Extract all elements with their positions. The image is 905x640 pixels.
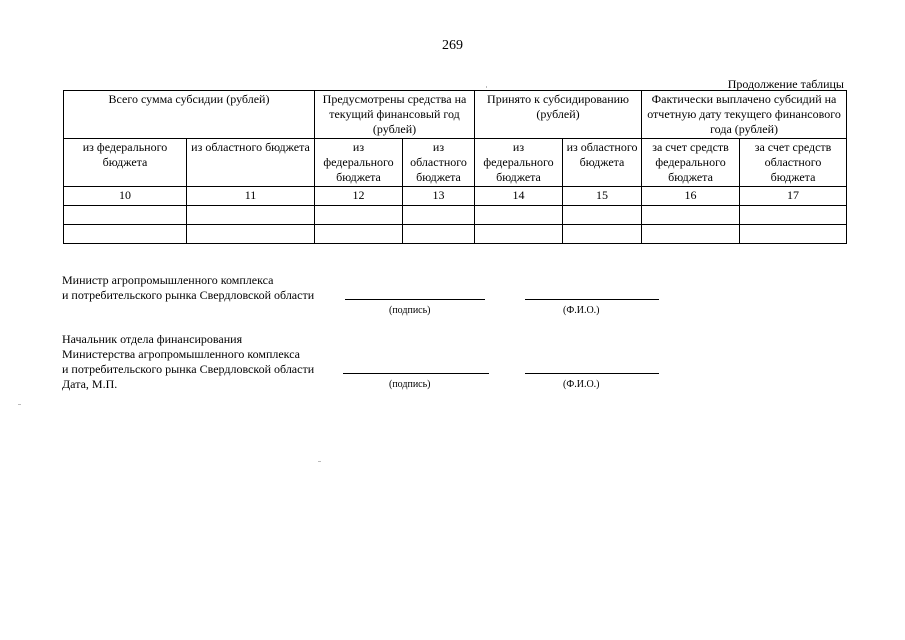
head-signature-line <box>343 373 489 374</box>
minister-name-line <box>525 299 659 300</box>
scan-speck <box>486 86 487 88</box>
table-cell <box>563 225 642 244</box>
minister-title-line-2: и потребительского рынка Свердловской области <box>62 288 315 302</box>
subheader-cell: из областного бюджета <box>563 139 642 187</box>
head-title-line-2: Министерства агропромышленного комплекса <box>62 347 301 361</box>
head-signature-block <box>62 332 314 392</box>
table-cell <box>740 225 847 244</box>
table-cell <box>315 206 403 225</box>
column-number: 10 <box>64 187 187 206</box>
table-column-number-row <box>64 187 847 206</box>
minister-signature-block <box>62 273 314 303</box>
table-cell <box>563 206 642 225</box>
column-number: 12 <box>315 187 403 206</box>
group-header-total: Всего сумма субсидии (рублей) <box>64 91 315 139</box>
minister-signature-caption: (подпись) <box>389 305 431 316</box>
subheader-cell: за счет средств областного бюджета <box>740 139 847 187</box>
page-number: 269 <box>442 38 463 53</box>
subheader-cell: из федерального бюджета <box>64 139 187 187</box>
scan-speck <box>318 461 321 462</box>
table-cell <box>740 206 847 225</box>
column-number: 13 <box>403 187 475 206</box>
table-cell <box>642 225 740 244</box>
subsidy-table <box>63 90 847 244</box>
column-number: 16 <box>642 187 740 206</box>
subheader-cell: за счет средств федерального бюджета <box>642 139 740 187</box>
head-title-line-3: и потребительского рынка Свердловской области <box>62 362 315 376</box>
table-cell <box>475 225 563 244</box>
table-cell <box>403 225 475 244</box>
subheader-cell: из федерального бюджета <box>475 139 563 187</box>
scan-speck <box>18 404 21 405</box>
table-cell <box>64 206 187 225</box>
head-title-line-1: Начальник отдела финансирования <box>62 332 243 346</box>
table-row <box>64 225 847 244</box>
minister-title-line-1: Министр агропромышленного комплекса <box>62 273 274 287</box>
column-number: 17 <box>740 187 847 206</box>
head-name-caption: (Ф.И.О.) <box>563 379 600 390</box>
table-group-header-row <box>64 91 847 139</box>
subheader-cell: из федерального бюджета <box>315 139 403 187</box>
subheader-cell: из областного бюджета <box>403 139 475 187</box>
group-header-paid: Фактически выплачено субсидий на отчетную дату текущего финансового года (рублей) <box>642 91 847 139</box>
subheader-cell: из областного бюджета <box>187 139 315 187</box>
table-cell <box>403 206 475 225</box>
table-row <box>64 206 847 225</box>
head-name-line <box>525 373 659 374</box>
table-cell <box>187 225 315 244</box>
continued-label: Продолжение таблицы <box>727 77 844 91</box>
table-cell <box>64 225 187 244</box>
table-cell <box>315 225 403 244</box>
table-cell <box>475 206 563 225</box>
column-number: 11 <box>187 187 315 206</box>
table-cell <box>187 206 315 225</box>
column-number: 14 <box>475 187 563 206</box>
date-stamp-label: Дата, М.П. <box>62 377 118 391</box>
head-signature-caption: (подпись) <box>389 379 431 390</box>
group-header-accepted: Принято к субсидированию (рублей) <box>475 91 642 139</box>
column-number: 15 <box>563 187 642 206</box>
minister-name-caption: (Ф.И.О.) <box>563 305 600 316</box>
table-subheader-row <box>64 139 847 187</box>
group-header-provided: Предусмотрены средства на текущий финансовый год (рублей) <box>315 91 475 139</box>
table-cell <box>642 206 740 225</box>
minister-signature-line <box>345 299 485 300</box>
